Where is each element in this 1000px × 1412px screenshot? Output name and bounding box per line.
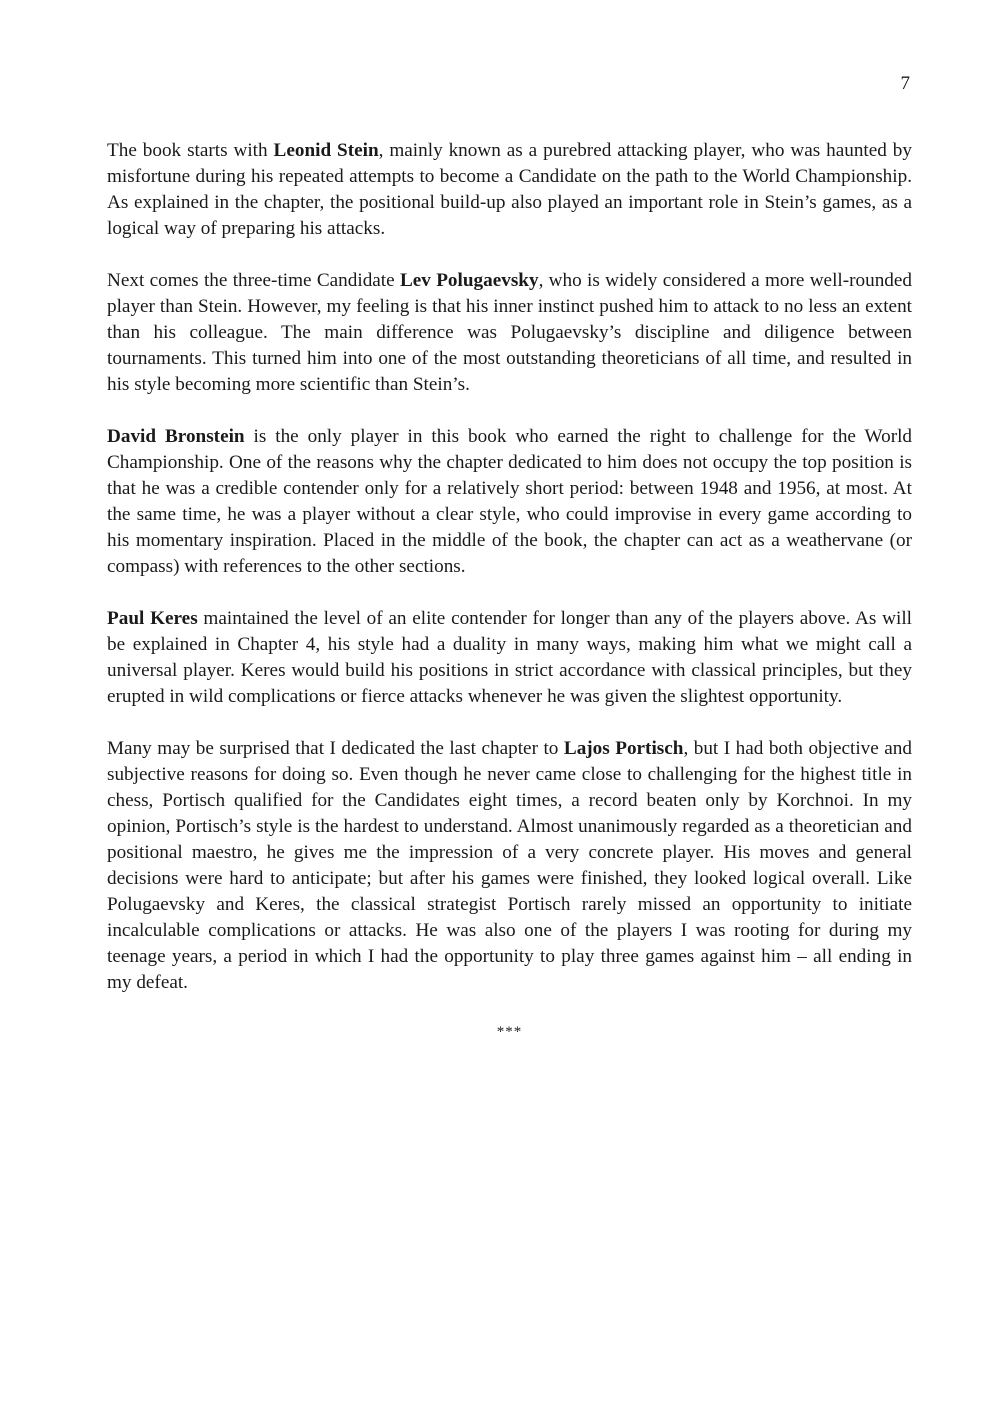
paragraph-stein (107, 138, 912, 242)
body-text (107, 138, 912, 1042)
paragraph-portisch (107, 736, 912, 996)
paragraph-text: maintained the level of an elite contender for longer than any of the players above. As will be explained in Chapter 4, his style had a duality in many ways, making him what we might call a universal player. Keres would build his positions in strict accordance with classical principles, but they erupted in wild complications or fierce attacks whenever he was given the slightest opportunity. (107, 608, 912, 707)
paragraph-text-lead: Many may be surprised that I dedicated the last chapter to (107, 738, 564, 759)
player-name-polugaevsky: Lev Polugaevsky (399, 270, 539, 291)
player-name-stein: Leonid Stein (273, 140, 379, 161)
paragraph-keres (107, 606, 912, 710)
paragraph-polugaevsky (107, 268, 912, 398)
section-separator: *** (496, 1024, 523, 1040)
paragraph-text: is the only player in this book who earned the right to challenge for the World Championship. One of the reasons why the chapter dedicated to him does not occupy the top position is that he was a credible contender only for a relatively short period: between 1948 and 1956, at most. At the same time, he was a player without a clear style, who could improvise in every game according to his momentary inspiration. Placed in the middle of the book, the chapter can act as a weathervane (or compass) with references to the other sections. (107, 426, 913, 577)
player-name-portisch: Lajos Portisch (563, 738, 684, 759)
player-name-keres: Paul Keres (107, 608, 198, 629)
paragraph-text: , but I had both objective and subjective reasons for doing so. Even though he never came close to challenging for the highest title in chess, Portisch qualified for the Candidates eight times, a record beaten only by Korchnoi. In my opinion, Portisch’s style is the hardest to understand. Almost unanimously regarded as a theoretician and positional maestro, he gives me the impression of a very concrete player. His moves and general decisions were hard to anticipate; but after his games were finished, they looked logical overall. Like Polugaevsky and Keres, the classical strategist Portisch rarely missed an opportunity to initiate incalculable complications or attacks. He was also one of the players I was rooting for during my teenage years, a period in which I had the opportunity to play three games against him – all ending in my defeat. (107, 738, 912, 993)
paragraph-text: , mainly known as a purebred attacking player, who was haunted by misfortune during his repeated attempts to become a Candidate on the path to the World Championship. As explained in the chapter, the positional build-up also played an important role in Stein’s games, as a logical way of preparing his attacks. (107, 140, 912, 239)
paragraph-text-lead: The book starts with (107, 140, 274, 161)
paragraph-text: , who is widely considered a more well-rounded player than Stein. However, my feeling is that his inner instinct pushed him to attack to no less an extent than his colleague. The main difference was Polugaevsky’s discipline and diligence between tournaments. This turned him into one of the most outstanding theoreticians of all time, and resulted in his style becoming more scientific than Stein’s. (107, 270, 912, 395)
player-name-bronstein: David Bronstein (107, 426, 245, 447)
paragraph-text-lead: Next comes the three-time Candidate (107, 270, 400, 291)
paragraph-bronstein (107, 424, 912, 580)
page-number: 7 (900, 73, 910, 94)
